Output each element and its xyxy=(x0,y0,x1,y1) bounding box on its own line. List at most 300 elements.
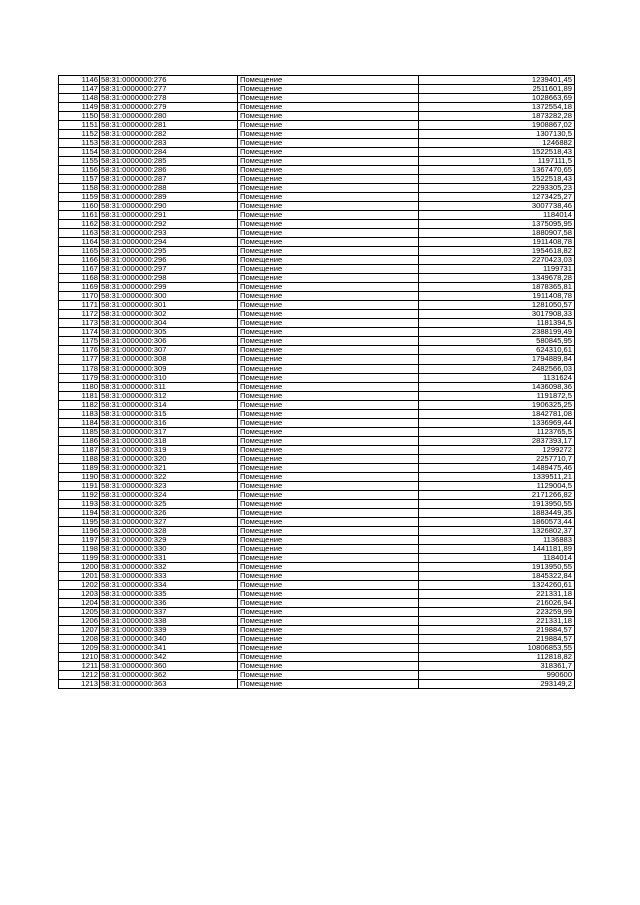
table-row xyxy=(59,157,575,166)
table-row xyxy=(59,427,575,436)
row-number-cell: 1175 xyxy=(59,337,100,346)
object-type-cell: Помещение xyxy=(238,544,419,553)
table-row xyxy=(59,112,575,121)
cadastral-number-cell: 58:31:0000000:334 xyxy=(100,580,238,589)
cadastral-number-cell: 58:31:0000000:341 xyxy=(100,643,238,652)
object-type-cell: Помещение xyxy=(238,427,419,436)
table-row xyxy=(59,535,575,544)
cadastral-value-cell: 1336969,44 xyxy=(419,418,575,427)
cadastral-number-cell: 58:31:0000000:315 xyxy=(100,409,238,418)
cadastral-number-cell: 58:31:0000000:323 xyxy=(100,481,238,490)
object-type-cell: Помещение xyxy=(238,238,419,247)
cadastral-value-cell: 1522518,43 xyxy=(419,175,575,184)
cadastral-number-cell: 58:31:0000000:333 xyxy=(100,571,238,580)
cadastral-number-cell: 58:31:0000000:340 xyxy=(100,634,238,643)
row-number-cell: 1210 xyxy=(59,653,100,662)
table-row xyxy=(59,211,575,220)
row-number-cell: 1178 xyxy=(59,364,100,373)
row-number-cell: 1157 xyxy=(59,175,100,184)
row-number-cell: 1203 xyxy=(59,589,100,598)
row-number-cell: 1164 xyxy=(59,238,100,247)
table-body xyxy=(59,76,575,689)
cadastral-value-cell: 1375095,95 xyxy=(419,220,575,229)
row-number-cell: 1186 xyxy=(59,436,100,445)
table-row xyxy=(59,283,575,292)
object-type-cell: Помещение xyxy=(238,364,419,373)
table-row xyxy=(59,265,575,274)
row-number-cell: 1193 xyxy=(59,499,100,508)
object-type-cell: Помещение xyxy=(238,247,419,256)
row-number-cell: 1195 xyxy=(59,517,100,526)
cadastral-value-cell: 1842781,08 xyxy=(419,409,575,418)
cadastral-value-cell: 1324260,61 xyxy=(419,580,575,589)
table-row xyxy=(59,625,575,634)
cadastral-number-cell: 58:31:0000000:276 xyxy=(100,76,238,85)
row-number-cell: 1190 xyxy=(59,472,100,481)
row-number-cell: 1172 xyxy=(59,310,100,319)
table-row xyxy=(59,346,575,355)
cadastral-number-cell: 58:31:0000000:319 xyxy=(100,445,238,454)
cadastral-value-cell: 3017908,33 xyxy=(419,310,575,319)
row-number-cell: 1151 xyxy=(59,121,100,130)
row-number-cell: 1211 xyxy=(59,662,100,671)
row-number-cell: 1201 xyxy=(59,571,100,580)
cadastral-value-table xyxy=(58,75,575,689)
object-type-cell: Помещение xyxy=(238,121,419,130)
row-number-cell: 1205 xyxy=(59,607,100,616)
object-type-cell: Помещение xyxy=(238,130,419,139)
row-number-cell: 1165 xyxy=(59,247,100,256)
cadastral-value-cell: 1913950,55 xyxy=(419,562,575,571)
cadastral-value-cell: 293149,2 xyxy=(419,680,575,689)
cadastral-value-cell: 1794889,84 xyxy=(419,355,575,364)
cadastral-number-cell: 58:31:0000000:286 xyxy=(100,166,238,175)
cadastral-number-cell: 58:31:0000000:294 xyxy=(100,238,238,247)
cadastral-value-cell: 3007738,46 xyxy=(419,202,575,211)
row-number-cell: 1163 xyxy=(59,229,100,238)
table-row xyxy=(59,229,575,238)
cadastral-value-cell: 1883449,35 xyxy=(419,508,575,517)
cadastral-value-cell: 1281050,57 xyxy=(419,301,575,310)
cadastral-number-cell: 58:31:0000000:298 xyxy=(100,274,238,283)
row-number-cell: 1147 xyxy=(59,85,100,94)
cadastral-value-cell: 1246882 xyxy=(419,139,575,148)
object-type-cell: Помещение xyxy=(238,445,419,454)
cadastral-number-cell: 58:31:0000000:312 xyxy=(100,391,238,400)
cadastral-value-cell: 1878365,81 xyxy=(419,283,575,292)
cadastral-value-cell: 1184014 xyxy=(419,553,575,562)
object-type-cell: Помещение xyxy=(238,607,419,616)
cadastral-number-cell: 58:31:0000000:295 xyxy=(100,247,238,256)
object-type-cell: Помещение xyxy=(238,535,419,544)
table-row xyxy=(59,247,575,256)
row-number-cell: 1181 xyxy=(59,391,100,400)
cadastral-value-cell: 1911408,78 xyxy=(419,292,575,301)
cadastral-number-cell: 58:31:0000000:331 xyxy=(100,553,238,562)
row-number-cell: 1202 xyxy=(59,580,100,589)
table-row xyxy=(59,238,575,247)
cadastral-number-cell: 58:31:0000000:285 xyxy=(100,157,238,166)
table-row xyxy=(59,337,575,346)
cadastral-number-cell: 58:31:0000000:297 xyxy=(100,265,238,274)
row-number-cell: 1180 xyxy=(59,382,100,391)
cadastral-number-cell: 58:31:0000000:342 xyxy=(100,653,238,662)
row-number-cell: 1174 xyxy=(59,328,100,337)
cadastral-value-cell: 1307130,5 xyxy=(419,130,575,139)
table-row xyxy=(59,274,575,283)
table-row xyxy=(59,589,575,598)
table-row xyxy=(59,634,575,643)
cadastral-number-cell: 58:31:0000000:317 xyxy=(100,427,238,436)
row-number-cell: 1184 xyxy=(59,418,100,427)
cadastral-number-cell: 58:31:0000000:307 xyxy=(100,346,238,355)
cadastral-number-cell: 58:31:0000000:327 xyxy=(100,517,238,526)
cadastral-number-cell: 58:31:0000000:290 xyxy=(100,202,238,211)
table-row xyxy=(59,373,575,382)
cadastral-value-cell: 10806853,55 xyxy=(419,643,575,652)
cadastral-value-cell: 1239401,45 xyxy=(419,76,575,85)
cadastral-number-cell: 58:31:0000000:311 xyxy=(100,382,238,391)
cadastral-number-cell: 58:31:0000000:308 xyxy=(100,355,238,364)
cadastral-number-cell: 58:31:0000000:282 xyxy=(100,130,238,139)
object-type-cell: Помещение xyxy=(238,662,419,671)
cadastral-value-cell: 1436098,36 xyxy=(419,382,575,391)
cadastral-number-cell: 58:31:0000000:306 xyxy=(100,337,238,346)
object-type-cell: Помещение xyxy=(238,103,419,112)
object-type-cell: Помещение xyxy=(238,94,419,103)
table-row xyxy=(59,499,575,508)
row-number-cell: 1208 xyxy=(59,634,100,643)
row-number-cell: 1207 xyxy=(59,625,100,634)
object-type-cell: Помещение xyxy=(238,508,419,517)
cadastral-number-cell: 58:31:0000000:324 xyxy=(100,490,238,499)
cadastral-number-cell: 58:31:0000000:318 xyxy=(100,436,238,445)
table-row xyxy=(59,571,575,580)
table-row xyxy=(59,175,575,184)
row-number-cell: 1182 xyxy=(59,400,100,409)
cadastral-value-cell: 1273425,27 xyxy=(419,193,575,202)
cadastral-value-cell: 1131624 xyxy=(419,373,575,382)
cadastral-value-cell: 318361,7 xyxy=(419,662,575,671)
row-number-cell: 1194 xyxy=(59,508,100,517)
table-row xyxy=(59,139,575,148)
cadastral-number-cell: 58:31:0000000:321 xyxy=(100,463,238,472)
cadastral-value-cell: 990600 xyxy=(419,671,575,680)
cadastral-number-cell: 58:31:0000000:283 xyxy=(100,139,238,148)
row-number-cell: 1204 xyxy=(59,598,100,607)
object-type-cell: Помещение xyxy=(238,490,419,499)
table-row xyxy=(59,662,575,671)
cadastral-number-cell: 58:31:0000000:363 xyxy=(100,680,238,689)
cadastral-value-cell: 112818,82 xyxy=(419,653,575,662)
cadastral-value-cell: 223259,99 xyxy=(419,607,575,616)
object-type-cell: Помещение xyxy=(238,202,419,211)
object-type-cell: Помещение xyxy=(238,562,419,571)
object-type-cell: Помещение xyxy=(238,148,419,157)
row-number-cell: 1183 xyxy=(59,409,100,418)
row-number-cell: 1185 xyxy=(59,427,100,436)
cadastral-number-cell: 58:31:0000000:289 xyxy=(100,193,238,202)
cadastral-number-cell: 58:31:0000000:279 xyxy=(100,103,238,112)
row-number-cell: 1153 xyxy=(59,139,100,148)
row-number-cell: 1152 xyxy=(59,130,100,139)
cadastral-number-cell: 58:31:0000000:296 xyxy=(100,256,238,265)
cadastral-value-cell: 1911408,78 xyxy=(419,238,575,247)
row-number-cell: 1150 xyxy=(59,112,100,121)
table-row xyxy=(59,643,575,652)
object-type-cell: Помещение xyxy=(238,643,419,652)
cadastral-value-cell: 2171266,82 xyxy=(419,490,575,499)
cadastral-number-cell: 58:31:0000000:300 xyxy=(100,292,238,301)
cadastral-value-cell: 1913950,55 xyxy=(419,499,575,508)
object-type-cell: Помещение xyxy=(238,256,419,265)
table-row xyxy=(59,148,575,157)
table-row xyxy=(59,454,575,463)
object-type-cell: Помещение xyxy=(238,139,419,148)
table-row xyxy=(59,671,575,680)
cadastral-number-cell: 58:31:0000000:316 xyxy=(100,418,238,427)
table-row xyxy=(59,292,575,301)
row-number-cell: 1167 xyxy=(59,265,100,274)
cadastral-value-cell: 1906325,25 xyxy=(419,400,575,409)
cadastral-number-cell: 58:31:0000000:335 xyxy=(100,589,238,598)
cadastral-value-cell: 1349678,28 xyxy=(419,274,575,283)
object-type-cell: Помещение xyxy=(238,400,419,409)
row-number-cell: 1168 xyxy=(59,274,100,283)
object-type-cell: Помещение xyxy=(238,517,419,526)
cadastral-value-cell: 1339511,21 xyxy=(419,472,575,481)
cadastral-value-cell: 1908867,02 xyxy=(419,121,575,130)
row-number-cell: 1169 xyxy=(59,283,100,292)
table-row xyxy=(59,382,575,391)
cadastral-value-cell: 1129004,5 xyxy=(419,481,575,490)
cadastral-value-cell: 1326802,37 xyxy=(419,526,575,535)
cadastral-number-cell: 58:31:0000000:284 xyxy=(100,148,238,157)
cadastral-number-cell: 58:31:0000000:292 xyxy=(100,220,238,229)
object-type-cell: Помещение xyxy=(238,481,419,490)
cadastral-value-cell: 1181394,5 xyxy=(419,319,575,328)
cadastral-value-cell: 1873282,28 xyxy=(419,112,575,121)
cadastral-value-cell: 2482566,03 xyxy=(419,364,575,373)
cadastral-value-cell: 1880907,58 xyxy=(419,229,575,238)
cadastral-number-cell: 58:31:0000000:360 xyxy=(100,662,238,671)
row-number-cell: 1149 xyxy=(59,103,100,112)
row-number-cell: 1198 xyxy=(59,544,100,553)
table-row xyxy=(59,76,575,85)
cadastral-number-cell: 58:31:0000000:325 xyxy=(100,499,238,508)
object-type-cell: Помещение xyxy=(238,220,419,229)
cadastral-number-cell: 58:31:0000000:277 xyxy=(100,85,238,94)
cadastral-number-cell: 58:31:0000000:336 xyxy=(100,598,238,607)
object-type-cell: Помещение xyxy=(238,472,419,481)
object-type-cell: Помещение xyxy=(238,328,419,337)
table-row xyxy=(59,436,575,445)
table-row xyxy=(59,562,575,571)
cadastral-value-cell: 1367470,65 xyxy=(419,166,575,175)
cadastral-value-cell: 219884,57 xyxy=(419,625,575,634)
object-type-cell: Помещение xyxy=(238,292,419,301)
table-row xyxy=(59,607,575,616)
cadastral-value-cell: 1441181,89 xyxy=(419,544,575,553)
object-type-cell: Помещение xyxy=(238,274,419,283)
cadastral-number-cell: 58:31:0000000:280 xyxy=(100,112,238,121)
cadastral-value-cell: 1184014 xyxy=(419,211,575,220)
row-number-cell: 1189 xyxy=(59,463,100,472)
row-number-cell: 1179 xyxy=(59,373,100,382)
cadastral-value-cell: 1860573,44 xyxy=(419,517,575,526)
table-row xyxy=(59,355,575,364)
cadastral-number-cell: 58:31:0000000:304 xyxy=(100,319,238,328)
row-number-cell: 1187 xyxy=(59,445,100,454)
object-type-cell: Помещение xyxy=(238,454,419,463)
table-row xyxy=(59,256,575,265)
row-number-cell: 1170 xyxy=(59,292,100,301)
table-row xyxy=(59,653,575,662)
cadastral-number-cell: 58:31:0000000:291 xyxy=(100,211,238,220)
row-number-cell: 1199 xyxy=(59,553,100,562)
object-type-cell: Помещение xyxy=(238,175,419,184)
row-number-cell: 1176 xyxy=(59,346,100,355)
cadastral-number-cell: 58:31:0000000:310 xyxy=(100,373,238,382)
object-type-cell: Помещение xyxy=(238,463,419,472)
cadastral-number-cell: 58:31:0000000:287 xyxy=(100,175,238,184)
row-number-cell: 1192 xyxy=(59,490,100,499)
row-number-cell: 1146 xyxy=(59,76,100,85)
cadastral-number-cell: 58:31:0000000:330 xyxy=(100,544,238,553)
cadastral-value-cell: 1299272 xyxy=(419,445,575,454)
table-row xyxy=(59,400,575,409)
table-row xyxy=(59,517,575,526)
row-number-cell: 1160 xyxy=(59,202,100,211)
object-type-cell: Помещение xyxy=(238,616,419,625)
row-number-cell: 1191 xyxy=(59,481,100,490)
table-row xyxy=(59,310,575,319)
object-type-cell: Помещение xyxy=(238,391,419,400)
table-row xyxy=(59,121,575,130)
cadastral-value-cell: 1489475,46 xyxy=(419,463,575,472)
cadastral-number-cell: 58:31:0000000:337 xyxy=(100,607,238,616)
object-type-cell: Помещение xyxy=(238,499,419,508)
object-type-cell: Помещение xyxy=(238,680,419,689)
cadastral-value-cell: 219884,57 xyxy=(419,634,575,643)
object-type-cell: Помещение xyxy=(238,337,419,346)
cadastral-value-cell: 1522518,43 xyxy=(419,148,575,157)
table-row xyxy=(59,445,575,454)
table-row xyxy=(59,103,575,112)
cadastral-number-cell: 58:31:0000000:281 xyxy=(100,121,238,130)
object-type-cell: Помещение xyxy=(238,526,419,535)
object-type-cell: Помещение xyxy=(238,193,419,202)
table-row xyxy=(59,220,575,229)
table-row xyxy=(59,680,575,689)
cadastral-value-cell: 2293305,23 xyxy=(419,184,575,193)
object-type-cell: Помещение xyxy=(238,229,419,238)
table-row xyxy=(59,508,575,517)
row-number-cell: 1177 xyxy=(59,355,100,364)
cadastral-number-cell: 58:31:0000000:305 xyxy=(100,328,238,337)
table-row xyxy=(59,553,575,562)
object-type-cell: Помещение xyxy=(238,310,419,319)
cadastral-number-cell: 58:31:0000000:328 xyxy=(100,526,238,535)
row-number-cell: 1213 xyxy=(59,680,100,689)
object-type-cell: Помещение xyxy=(238,418,419,427)
object-type-cell: Помещение xyxy=(238,85,419,94)
document-page xyxy=(58,75,575,689)
table-row xyxy=(59,130,575,139)
cadastral-value-cell: 1199731 xyxy=(419,265,575,274)
object-type-cell: Помещение xyxy=(238,355,419,364)
object-type-cell: Помещение xyxy=(238,382,419,391)
table-row xyxy=(59,616,575,625)
object-type-cell: Помещение xyxy=(238,211,419,220)
row-number-cell: 1206 xyxy=(59,616,100,625)
row-number-cell: 1197 xyxy=(59,535,100,544)
cadastral-value-cell: 2511601,89 xyxy=(419,85,575,94)
row-number-cell: 1159 xyxy=(59,193,100,202)
table-row xyxy=(59,94,575,103)
cadastral-value-cell: 580845,95 xyxy=(419,337,575,346)
object-type-cell: Помещение xyxy=(238,112,419,121)
object-type-cell: Помещение xyxy=(238,166,419,175)
object-type-cell: Помещение xyxy=(238,157,419,166)
cadastral-value-cell: 2257710,7 xyxy=(419,454,575,463)
table-row xyxy=(59,409,575,418)
cadastral-value-cell: 2270423,03 xyxy=(419,256,575,265)
table-row xyxy=(59,463,575,472)
object-type-cell: Помещение xyxy=(238,76,419,85)
object-type-cell: Помещение xyxy=(238,373,419,382)
cadastral-value-cell: 1372554,18 xyxy=(419,103,575,112)
row-number-cell: 1209 xyxy=(59,643,100,652)
cadastral-number-cell: 58:31:0000000:320 xyxy=(100,454,238,463)
row-number-cell: 1188 xyxy=(59,454,100,463)
table-row xyxy=(59,184,575,193)
table-row xyxy=(59,598,575,607)
object-type-cell: Помещение xyxy=(238,634,419,643)
row-number-cell: 1212 xyxy=(59,671,100,680)
object-type-cell: Помещение xyxy=(238,553,419,562)
table-row xyxy=(59,202,575,211)
object-type-cell: Помещение xyxy=(238,580,419,589)
row-number-cell: 1196 xyxy=(59,526,100,535)
cadastral-number-cell: 58:31:0000000:322 xyxy=(100,472,238,481)
table-row xyxy=(59,364,575,373)
object-type-cell: Помещение xyxy=(238,319,419,328)
cadastral-number-cell: 58:31:0000000:293 xyxy=(100,229,238,238)
cadastral-value-cell: 2388199,49 xyxy=(419,328,575,337)
row-number-cell: 1162 xyxy=(59,220,100,229)
object-type-cell: Помещение xyxy=(238,184,419,193)
object-type-cell: Помещение xyxy=(238,436,419,445)
table-row xyxy=(59,85,575,94)
object-type-cell: Помещение xyxy=(238,598,419,607)
cadastral-value-cell: 1954618,82 xyxy=(419,247,575,256)
row-number-cell: 1166 xyxy=(59,256,100,265)
cadastral-number-cell: 58:31:0000000:326 xyxy=(100,508,238,517)
object-type-cell: Помещение xyxy=(238,571,419,580)
cadastral-number-cell: 58:31:0000000:302 xyxy=(100,310,238,319)
object-type-cell: Помещение xyxy=(238,625,419,634)
table-row xyxy=(59,472,575,481)
cadastral-value-cell: 1123765,5 xyxy=(419,427,575,436)
object-type-cell: Помещение xyxy=(238,283,419,292)
cadastral-value-cell: 2837393,17 xyxy=(419,436,575,445)
cadastral-value-cell: 221331,18 xyxy=(419,589,575,598)
row-number-cell: 1161 xyxy=(59,211,100,220)
object-type-cell: Помещение xyxy=(238,301,419,310)
table-row xyxy=(59,193,575,202)
cadastral-number-cell: 58:31:0000000:362 xyxy=(100,671,238,680)
